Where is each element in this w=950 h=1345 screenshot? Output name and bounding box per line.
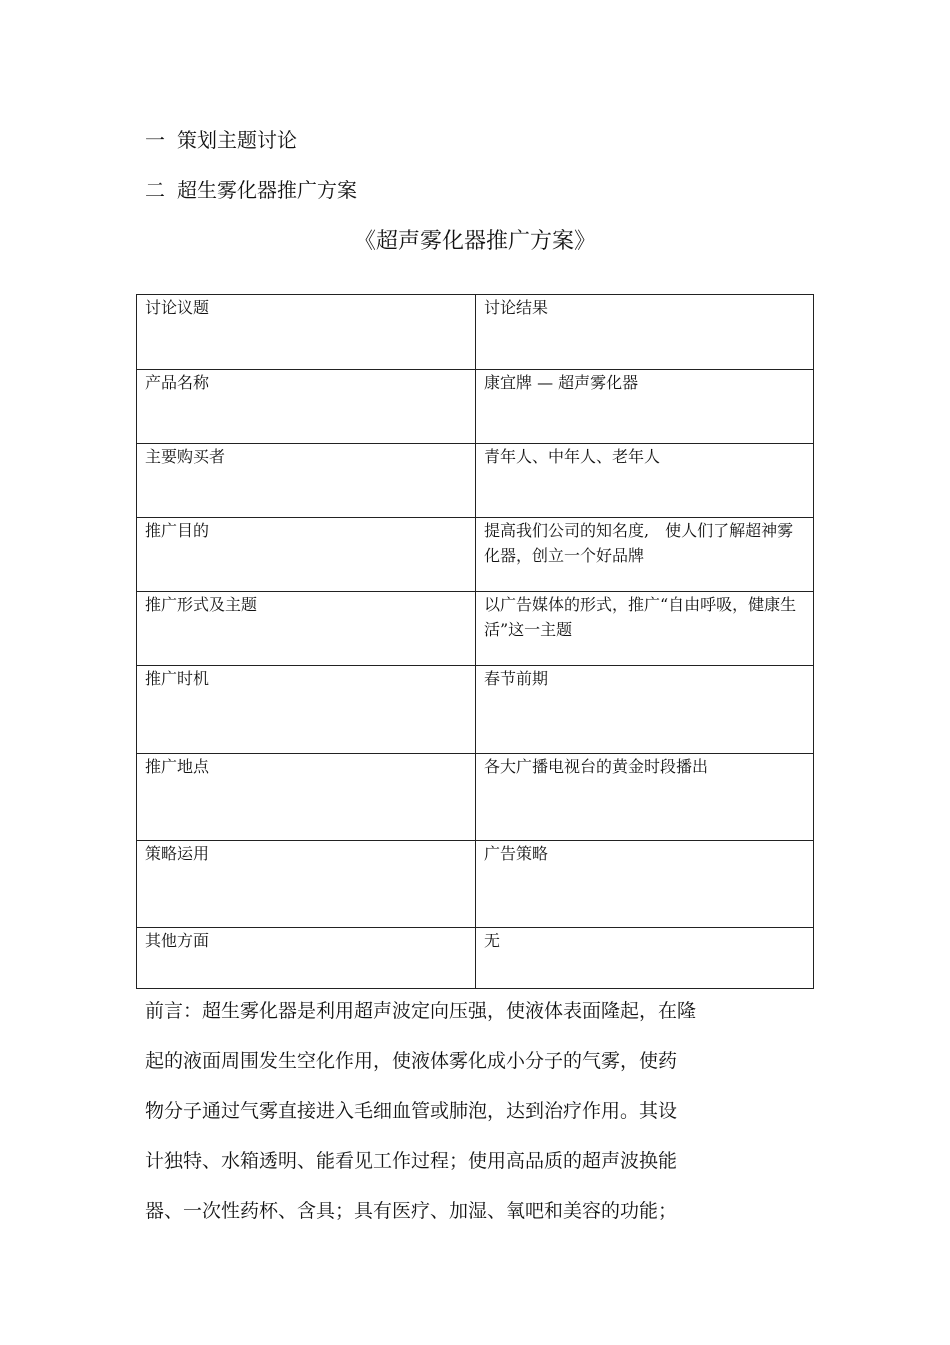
result-cell: 康宜牌 — 超声雾化器 (476, 370, 814, 444)
table-header-row (137, 295, 814, 370)
topic-cell: 推广形式及主题 (137, 592, 476, 666)
topic-cell: 推广目的 (137, 518, 476, 592)
document-title: 《超声雾化器推广方案》 (353, 229, 596, 254)
result-cell: 青年人、中年人、老年人 (476, 444, 814, 518)
plan-table (136, 294, 814, 989)
header-cell-topic: 讨论议题 (137, 295, 476, 370)
table-row (137, 928, 814, 989)
table-row (137, 444, 814, 518)
table-row (137, 666, 814, 754)
section-heading-1 (145, 128, 297, 152)
topic-cell: 推广时机 (137, 666, 476, 754)
preface-paragraph (145, 998, 785, 1248)
result-cell: 春节前期 (476, 666, 814, 754)
header-cell-result: 讨论结果 (476, 295, 814, 370)
table-row (137, 841, 814, 928)
topic-cell: 推广地点 (137, 754, 476, 841)
section-number: 一 (145, 128, 165, 152)
table-row (137, 592, 814, 666)
preface-line: 物分子通过气雾直接进入毛细血管或肺泡，达到治疗作用。其设 (145, 1100, 678, 1122)
topic-cell: 其他方面 (137, 928, 476, 989)
table-row (137, 370, 814, 444)
result-cell: 以广告媒体的形式，推广“自由呼吸，健康生活”这一主题 (476, 592, 814, 666)
preface-line: 器、一次性药杯、含具；具有医疗、加湿、氧吧和美容的功能； (145, 1200, 678, 1222)
section-number: 二 (145, 178, 165, 202)
section-heading-2 (145, 178, 357, 202)
preface-line: 起的液面周围发生空化作用，使液体雾化成小分子的气雾，使药 (145, 1050, 678, 1072)
result-cell: 无 (476, 928, 814, 989)
result-cell: 广告策略 (476, 841, 814, 928)
result-cell: 提高我们公司的知名度, 使人们了解超神雾化器，创立一个好品牌 (476, 518, 814, 592)
section-heading-text: 超生雾化器推广方案 (177, 178, 357, 202)
table-row (137, 518, 814, 592)
result-cell: 各大广播电视台的黄金时段播出 (476, 754, 814, 841)
preface-line: 计独特、水箱透明、能看见工作过程；使用高品质的超声波换能 (145, 1150, 678, 1172)
table-row (137, 754, 814, 841)
section-heading-text: 策划主题讨论 (177, 128, 297, 152)
topic-cell: 策略运用 (137, 841, 476, 928)
preface-line: 前言：超生雾化器是利用超声波定向压强，使液体表面隆起，在隆 (145, 1000, 697, 1022)
topic-cell: 主要购买者 (137, 444, 476, 518)
topic-cell: 产品名称 (137, 370, 476, 444)
